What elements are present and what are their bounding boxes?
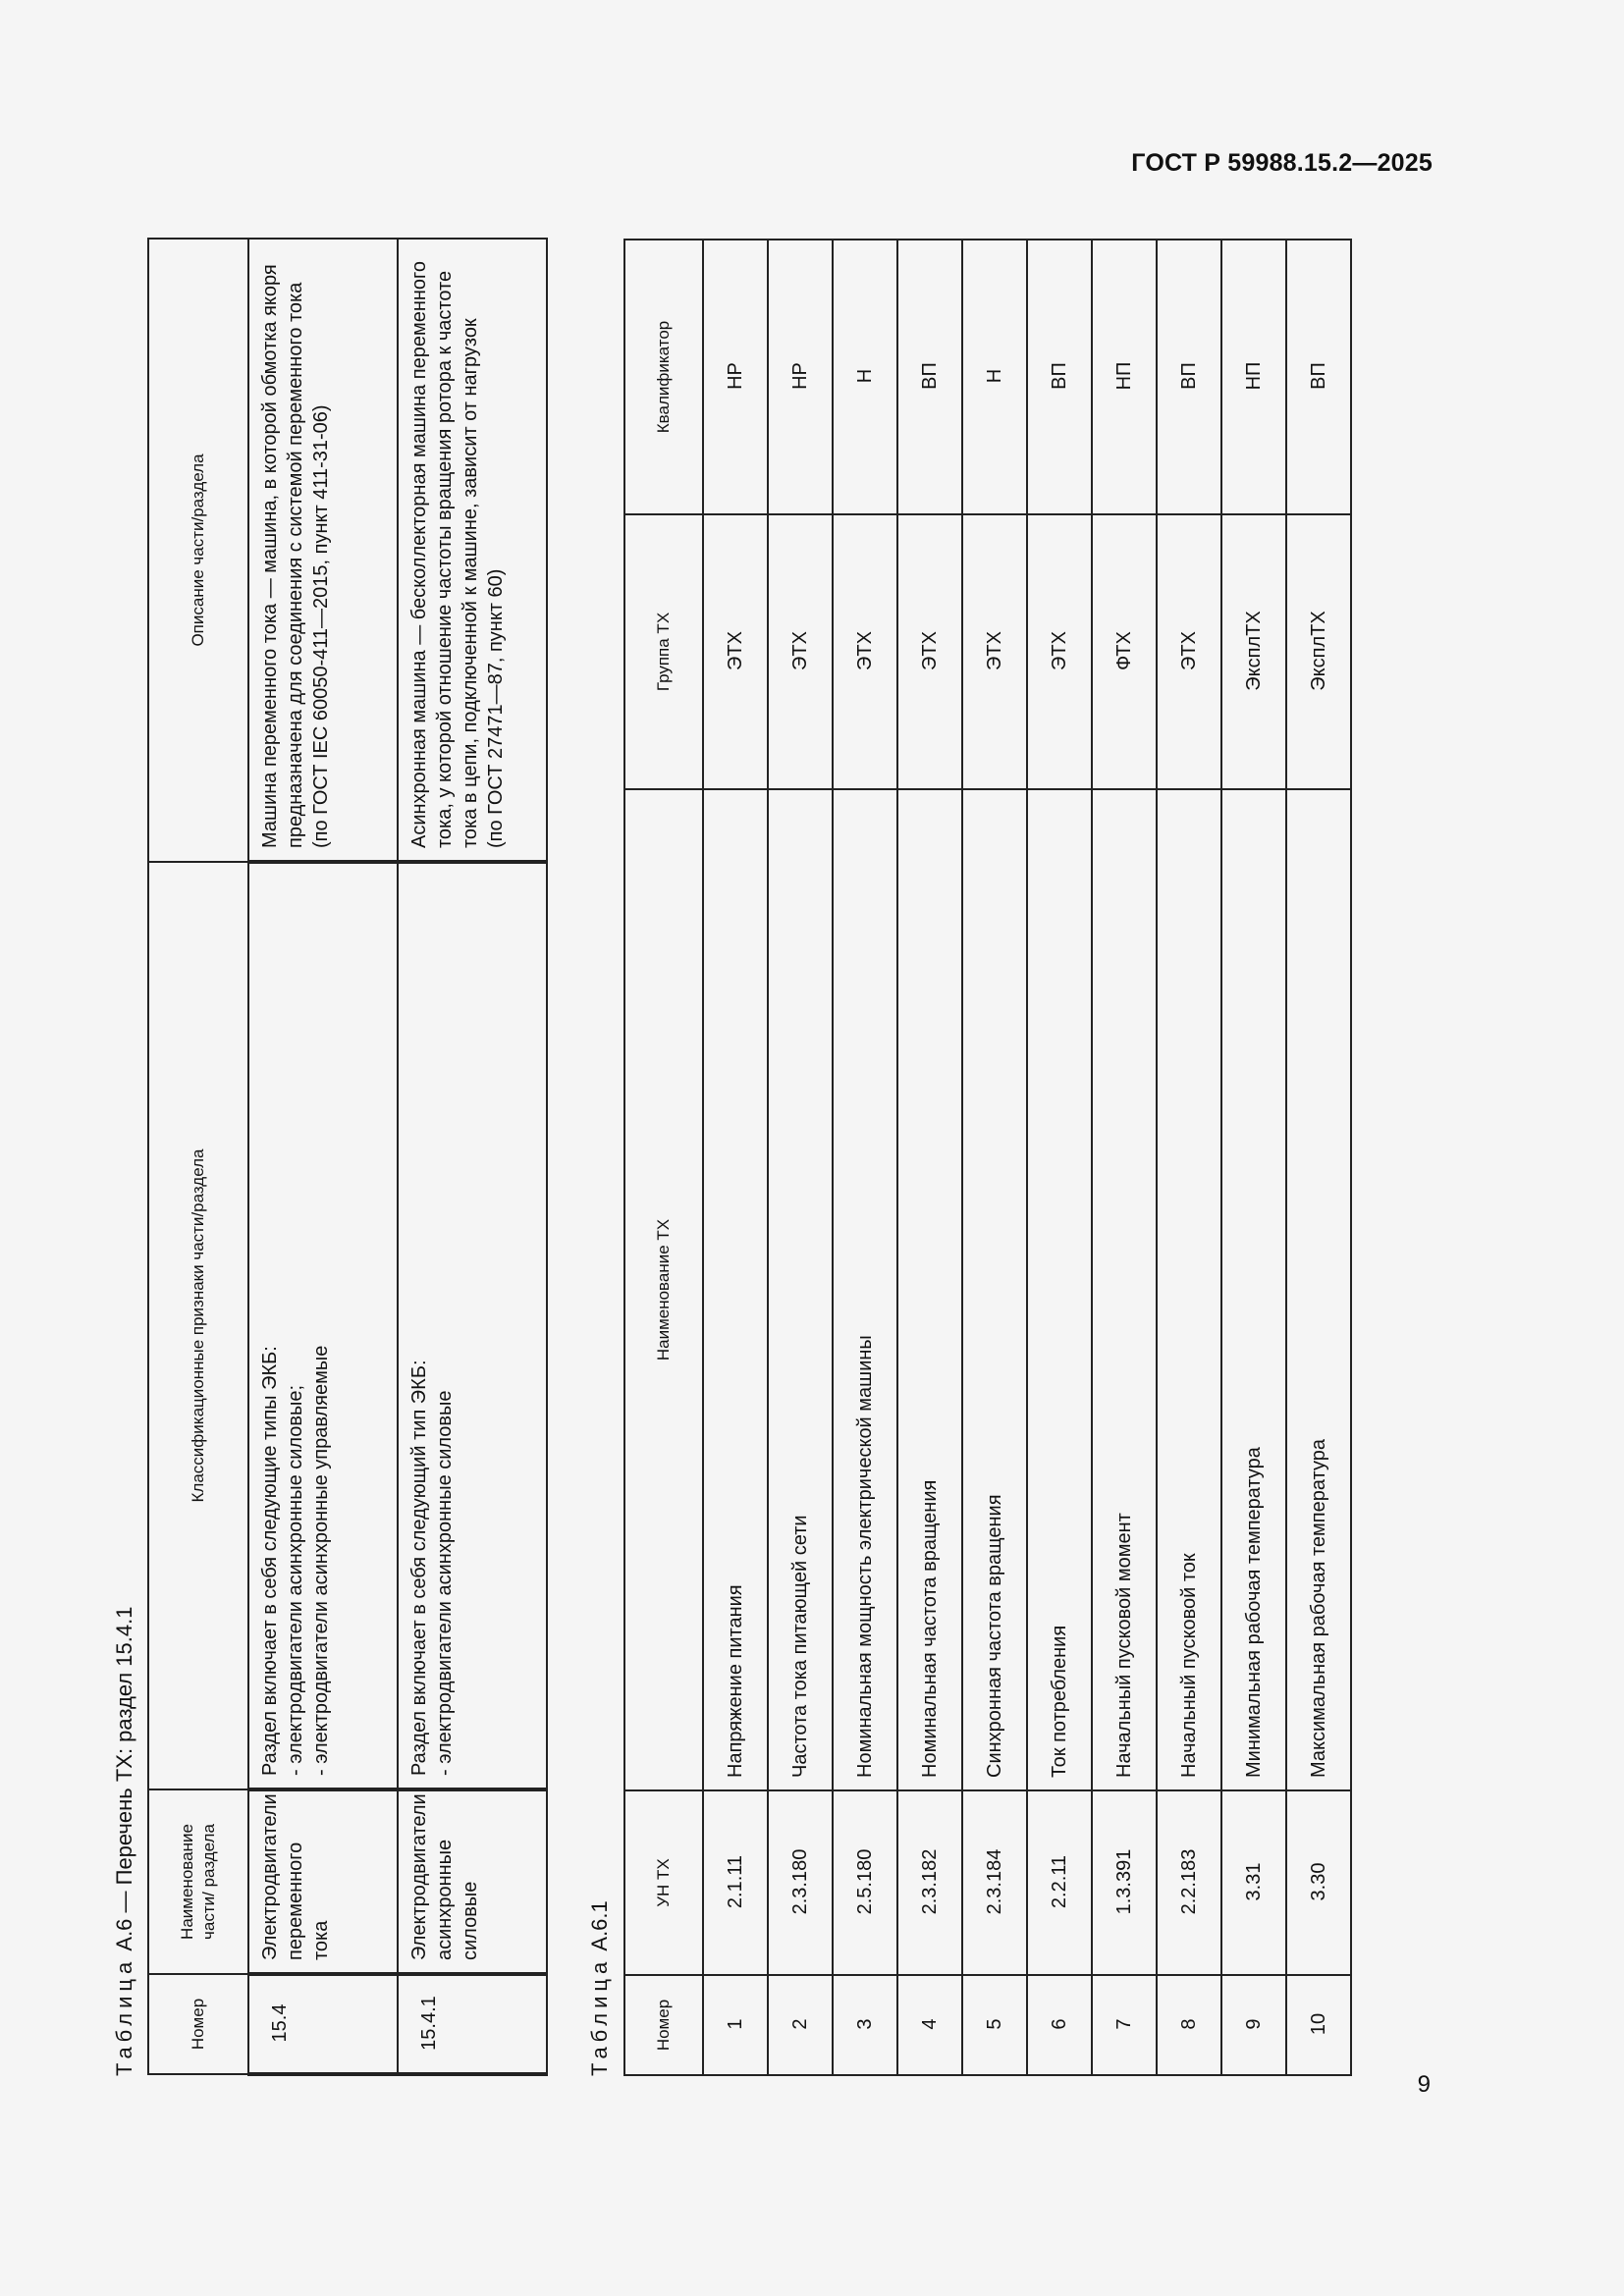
row-features: Раздел включает в себя следующий тип ЭКБ: - электродвигатели асинхронные силовые (398, 862, 547, 1789)
row-qualifier: НП (1092, 240, 1157, 514)
row-name: Начальный пусковой ток (1157, 789, 1221, 1790)
table-row (897, 240, 962, 2075)
row-number: 15.4.1 (398, 1974, 547, 2074)
table-row (962, 240, 1027, 2075)
row-code: 1.3.391 (1092, 1790, 1157, 1975)
header-qualifier: Квалификатор (624, 240, 703, 514)
row-group: ЭТХ (768, 514, 833, 789)
row-group: ЭТХ (1027, 514, 1092, 789)
table-a6-caption (112, 1607, 137, 2076)
row-name: Ток потребления (1027, 789, 1092, 1790)
header-code: УН ТХ (624, 1790, 703, 1975)
row-name: Напряжение питания (703, 789, 768, 1790)
row-code: 2.3.184 (962, 1790, 1027, 1975)
table-row (768, 240, 833, 2075)
table-row (1221, 240, 1286, 2075)
row-group: ЭТХ (833, 514, 897, 789)
row-number: 2 (768, 1975, 833, 2075)
row-number: 9 (1221, 1975, 1286, 2075)
row-number: 8 (1157, 1975, 1221, 2075)
header-name: Наименование части/ раздела (148, 1789, 248, 1974)
row-name: Минимальная рабочая температура (1221, 789, 1286, 1790)
row-name: Частота тока питающей сети (768, 789, 833, 1790)
row-qualifier: ВП (1027, 240, 1092, 514)
table-row (703, 240, 768, 2075)
header-features: Классификационные признаки части/раздела (148, 862, 248, 1789)
row-qualifier: ВП (1286, 240, 1351, 514)
row-description: Асинхронная машина — бесколлекторная машина переменного тока, у которой отношение частоты вращения ротора к частоте тока в цепи, подключенной к машине, зависит от нагрузок (по ГОСТ 27471—87, пункт 60) (398, 239, 547, 862)
row-code: 2.5.180 (833, 1790, 897, 1975)
row-name: Электродвигатели асинхронные силовые (398, 1789, 547, 1974)
row-qualifier: ВП (897, 240, 962, 514)
row-code: 2.3.182 (897, 1790, 962, 1975)
rotated-content (108, 221, 1345, 2076)
row-qualifier: НР (768, 240, 833, 514)
header-name: Наименование ТХ (624, 789, 703, 1790)
row-group: ЭТХ (1157, 514, 1221, 789)
row-group: ЭТХ (962, 514, 1027, 789)
row-description: Машина переменного тока — машина, в которой обмотка якоря предназначена для соединения с системой переменного тока (по ГОСТ IEC 60050-411—2015, пункт 411-31-06) (248, 239, 398, 862)
row-qualifier: НП (1221, 240, 1286, 514)
row-name: Номинальная частота вращения (897, 789, 962, 1790)
table-a61-caption (587, 1900, 613, 2076)
header-description: Описание части/раздела (148, 239, 248, 862)
row-number: 1 (703, 1975, 768, 2075)
row-group: ФТХ (1092, 514, 1157, 789)
table-a6 (147, 238, 548, 2076)
row-code: 3.31 (1221, 1790, 1286, 1975)
header-number: Номер (624, 1975, 703, 2075)
row-name: Максимальная рабочая температура (1286, 789, 1351, 1790)
caption-word: Таблица (587, 1956, 612, 2076)
table-header-row (148, 239, 248, 2074)
row-qualifier: НР (703, 240, 768, 514)
document-code: ГОСТ Р 59988.15.2—2025 (1131, 149, 1433, 177)
row-group: ЭксплТХ (1286, 514, 1351, 789)
table-row (833, 240, 897, 2075)
page-number: 9 (1417, 2071, 1431, 2098)
table-a61 (623, 239, 1352, 2076)
row-qualifier: Н (833, 240, 897, 514)
row-code: 2.2.11 (1027, 1790, 1092, 1975)
caption-text: А.6 — Перечень ТХ: раздел 15.4.1 (112, 1606, 136, 1951)
row-name: Синхронная частота вращения (962, 789, 1027, 1790)
table-row (1157, 240, 1221, 2075)
caption-text: А.6.1 (587, 1900, 612, 1951)
row-number: 6 (1027, 1975, 1092, 2075)
row-qualifier: ВП (1157, 240, 1221, 514)
row-number: 15.4 (248, 1974, 398, 2074)
row-number: 10 (1286, 1975, 1351, 2075)
header-group: Группа ТХ (624, 514, 703, 789)
row-code: 2.2.183 (1157, 1790, 1221, 1975)
row-number: 3 (833, 1975, 897, 2075)
row-group: ЭксплТХ (1221, 514, 1286, 789)
row-code: 2.1.11 (703, 1790, 768, 1975)
header-number: Номер (148, 1974, 248, 2074)
table-row (398, 239, 547, 2074)
row-number: 5 (962, 1975, 1027, 2075)
row-code: 2.3.180 (768, 1790, 833, 1975)
row-group: ЭТХ (703, 514, 768, 789)
caption-word: Таблица (112, 1956, 136, 2076)
table-header-row (624, 240, 703, 2075)
row-group: ЭТХ (897, 514, 962, 789)
table-row (1027, 240, 1092, 2075)
table-body (703, 240, 1351, 2075)
row-number: 7 (1092, 1975, 1157, 2075)
row-number: 4 (897, 1975, 962, 2075)
row-name: Электродвигатели переменного тока (248, 1789, 398, 1974)
row-qualifier: Н (962, 240, 1027, 514)
row-name: Номинальная мощность электрической машины (833, 789, 897, 1790)
table-row (1286, 240, 1351, 2075)
table-row (248, 239, 398, 2074)
row-features: Раздел включает в себя следующие типы ЭКБ: - электродвигатели асинхронные силовые; - электродвигатели асинхронные управляемые (248, 862, 398, 1789)
table-row (1092, 240, 1157, 2075)
row-code: 3.30 (1286, 1790, 1351, 1975)
row-name: Начальный пусковой момент (1092, 789, 1157, 1790)
